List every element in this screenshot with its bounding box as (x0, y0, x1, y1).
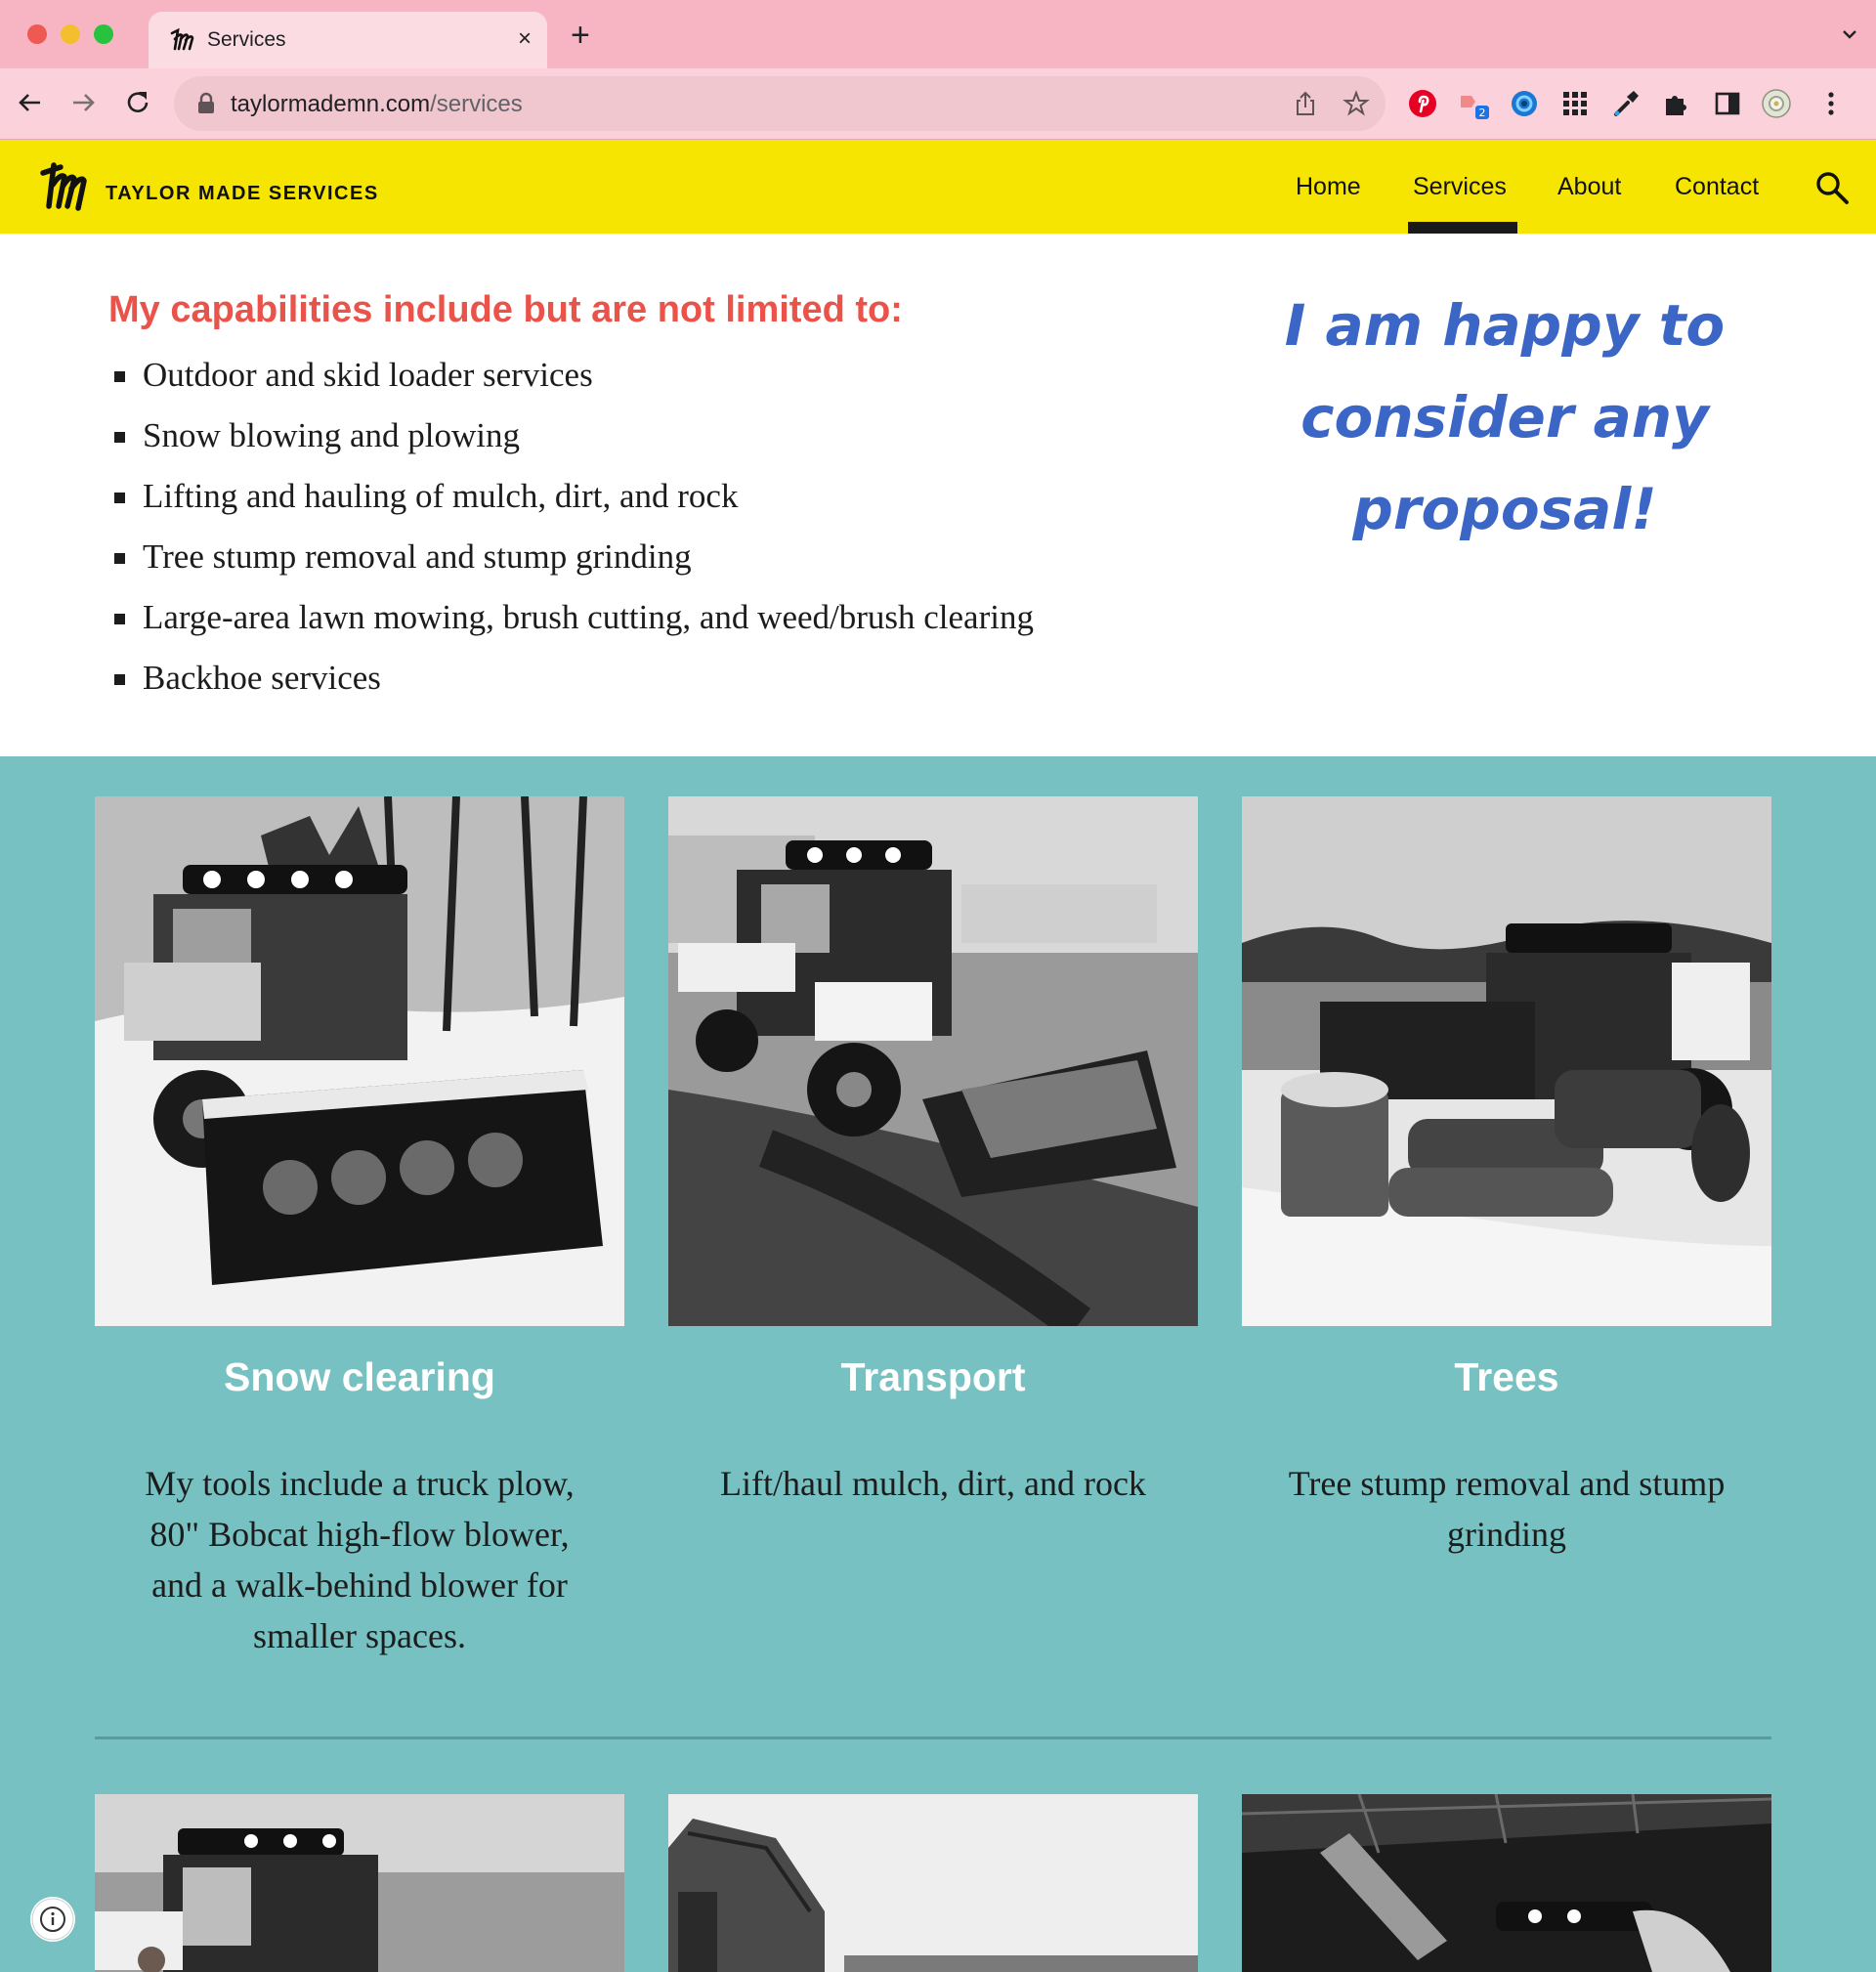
trees-photo (1242, 796, 1771, 1326)
equipment-shed-photo (1242, 1794, 1771, 1972)
back-arrow-icon[interactable] (14, 86, 47, 119)
capability-item (111, 657, 1034, 717)
extension-badge: 2 (1478, 107, 1486, 119)
desc-line: My tools include a truck plow, (145, 1464, 575, 1503)
capability-text: Snow blowing and plowing (143, 416, 520, 454)
window-minimize-button[interactable] (61, 24, 80, 44)
tab-title: Services (207, 28, 286, 51)
forward-arrow-icon[interactable] (66, 86, 100, 119)
browser-menu-icon[interactable] (1815, 88, 1847, 119)
taylor-made-logo[interactable] (39, 159, 98, 216)
desc-line: Lift/haul mulch, dirt, and rock (720, 1464, 1146, 1503)
browser-tab-bar (0, 0, 1876, 68)
extensions-puzzle-icon[interactable] (1661, 88, 1692, 119)
snow-clearing-photo (95, 796, 624, 1326)
nav-services[interactable]: Services (1413, 173, 1507, 200)
service-title-trees: Trees (1454, 1354, 1559, 1399)
desc-line: 80" Bobcat high-flow blower, (149, 1515, 570, 1554)
barn-photo (668, 1794, 1198, 1972)
capability-text: Backhoe services (143, 659, 381, 697)
bullet-marker (114, 493, 125, 503)
cast-extension-icon[interactable] (1458, 88, 1489, 119)
service-desc-snow (95, 1458, 624, 1661)
capabilities-list (111, 354, 1034, 717)
desc-line: smaller spaces. (253, 1616, 466, 1655)
lock-icon[interactable] (195, 92, 217, 115)
bullet-marker (114, 674, 125, 685)
browser-tab-services[interactable] (149, 12, 547, 68)
apps-grid-icon[interactable] (1559, 88, 1591, 119)
quote-line: proposal! (1352, 476, 1657, 542)
nav-contact[interactable]: Contact (1675, 173, 1760, 200)
quote-line: I am happy to (1284, 292, 1726, 359)
nav-home[interactable]: Home (1296, 173, 1361, 200)
site-favicon-icon (168, 27, 197, 53)
capability-item (111, 596, 1034, 657)
browser-toolbar (0, 68, 1876, 140)
reload-icon[interactable] (121, 86, 154, 119)
bullet-marker (114, 553, 125, 564)
aperture-extension-icon[interactable] (1509, 88, 1540, 119)
capabilities-heading: My capabilities include but are not limited to: (108, 289, 903, 330)
brand-name[interactable]: TAYLOR MADE SERVICES (106, 183, 379, 204)
capability-item (111, 475, 1034, 536)
service-desc-trees (1242, 1458, 1771, 1560)
bullet-marker (114, 371, 125, 382)
extensions-area (1399, 76, 1858, 131)
address-bar[interactable] (174, 76, 1386, 131)
capability-item (111, 414, 1034, 475)
profile-avatar-icon[interactable] (1761, 88, 1792, 119)
search-icon[interactable] (1815, 171, 1849, 204)
service-title-transport: Transport (840, 1354, 1026, 1399)
window-zoom-button[interactable] (94, 24, 113, 44)
capability-item (111, 536, 1034, 596)
share-icon[interactable] (1292, 90, 1319, 117)
desc-line: grinding (1447, 1515, 1566, 1554)
utility-vehicle-photo (95, 1794, 624, 1972)
capability-text: Lifting and hauling of mulch, dirt, and rock (143, 477, 739, 515)
side-panel-icon[interactable] (1712, 88, 1743, 119)
tab-close-icon[interactable]: × (517, 25, 532, 52)
capability-text: Outdoor and skid loader services (143, 356, 593, 394)
transport-photo (668, 796, 1198, 1326)
desc-line: Tree stump removal and stump (1288, 1464, 1726, 1503)
tab-search-chevron-icon[interactable] (1841, 25, 1858, 43)
site-header (0, 140, 1876, 234)
proposal-quote (1270, 279, 1739, 555)
url-path: /services (430, 91, 523, 117)
new-tab-button[interactable]: + (571, 17, 590, 54)
eyedropper-icon[interactable] (1610, 88, 1642, 119)
capability-item (111, 354, 1034, 414)
bookmark-star-icon[interactable] (1343, 90, 1370, 117)
bullet-marker (114, 614, 125, 624)
capability-text: Tree stump removal and stump grinding (143, 537, 692, 576)
active-nav-indicator (1408, 222, 1517, 234)
url-domain: taylormademn.com (231, 91, 431, 117)
bullet-marker (114, 432, 125, 443)
nav-about[interactable]: About (1557, 173, 1622, 200)
pinterest-icon[interactable] (1407, 88, 1438, 119)
service-desc-transport (668, 1458, 1198, 1509)
url-text[interactable] (231, 91, 523, 118)
window-close-button[interactable] (27, 24, 47, 44)
service-title-snow: Snow clearing (224, 1354, 495, 1399)
capability-text: Large-area lawn mowing, brush cutting, and weed/brush clearing (143, 598, 1034, 636)
info-icon[interactable] (30, 1897, 75, 1942)
section-divider (95, 1736, 1771, 1739)
quote-line: consider any (1300, 384, 1709, 450)
desc-line: and a walk-behind blower for (151, 1565, 568, 1605)
